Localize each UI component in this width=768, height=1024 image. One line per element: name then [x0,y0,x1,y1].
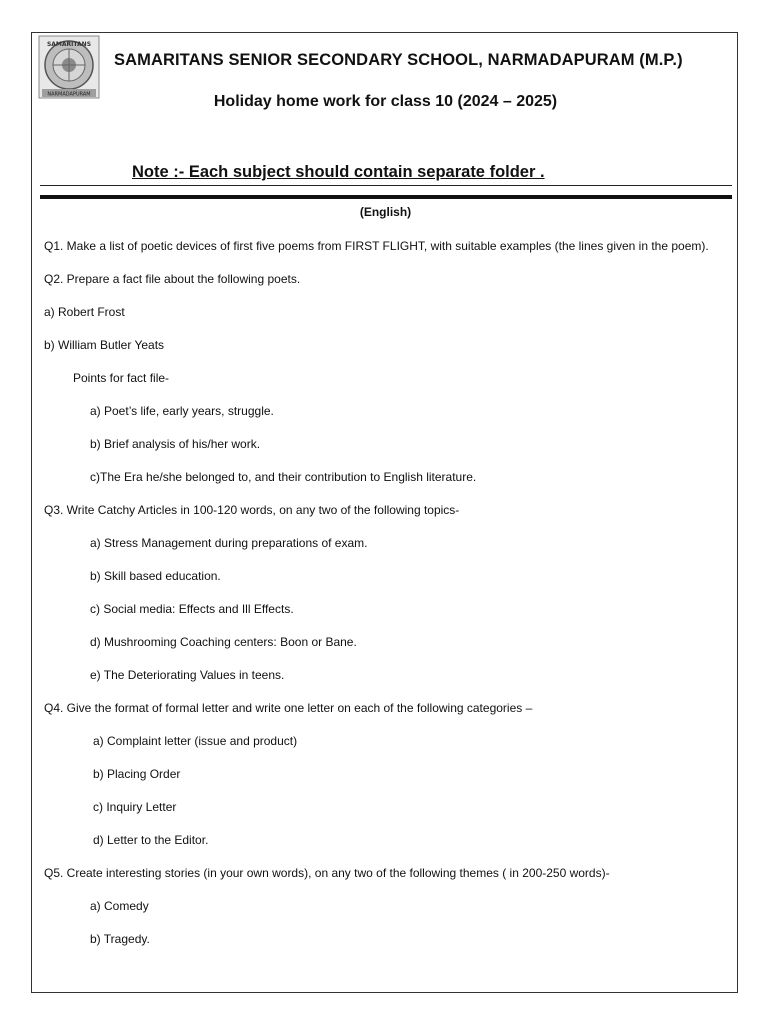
question-line: Q3. Write Catchy Articles in 100-120 words, on any two of the following topics- [44,503,460,517]
subject-heading: (English) [359,205,412,219]
sub-item: d) Letter to the Editor. [93,833,209,847]
sub-item: b) Skill based education. [90,569,221,583]
sub-item: c)The Era he/she belonged to, and their contribution to English literature. [90,470,477,484]
sub-item: e) The Deteriorating Values in teens. [90,668,285,682]
question-line: b) William Butler Yeats [44,338,165,352]
sub-item: a) Poet’s life, early years, struggle. [90,404,274,418]
homework-page [31,32,738,993]
school-name: SAMARITANS SENIOR SECONDARY SCHOOL, NARMADAPURAM (M.P.) [114,51,683,69]
homework-title: Holiday home work for class 10 (2024 – 2025) [213,93,558,110]
question-list [44,237,729,963]
sub-item: c) Inquiry Letter [93,800,177,814]
question-line: Q1. Make a list of poetic devices of first five poems from FIRST FLIGHT, with suitable examples (the lines given in the poem). [44,239,709,253]
sub-item: b) Brief analysis of his/her work. [90,437,261,451]
question-line: a) Robert Frost [44,305,125,319]
sub-item: Points for fact file- [73,371,170,385]
logo-bottom-text: NARMADAPURAM [47,91,91,98]
logo-top-text: SAMARITANS [46,41,92,48]
sub-item: c) Social media: Effects and Ill Effects. [90,602,294,616]
sub-item: a) Complaint letter (issue and product) [93,734,298,748]
school-logo-icon [38,35,100,99]
note-text: Note :- Each subject should contain separate folder . [132,163,545,181]
sub-item: b) Placing Order [93,767,181,781]
question-line: Q2. Prepare a fact file about the following poets. [44,272,301,286]
sub-item: a) Comedy [90,899,149,913]
divider-thin [40,185,732,186]
divider-thick [40,195,732,199]
question-line: Q5. Create interesting stories (in your own words), on any two of the following themes ( in 200-250 words)- [44,866,610,880]
sub-item: b) Tragedy. [90,932,150,946]
sub-item: d) Mushrooming Coaching centers: Boon or Bane. [90,635,357,649]
question-line: Q4. Give the format of formal letter and write one letter on each of the following categories – [44,701,533,715]
sub-item: a) Stress Management during preparations of exam. [90,536,368,550]
